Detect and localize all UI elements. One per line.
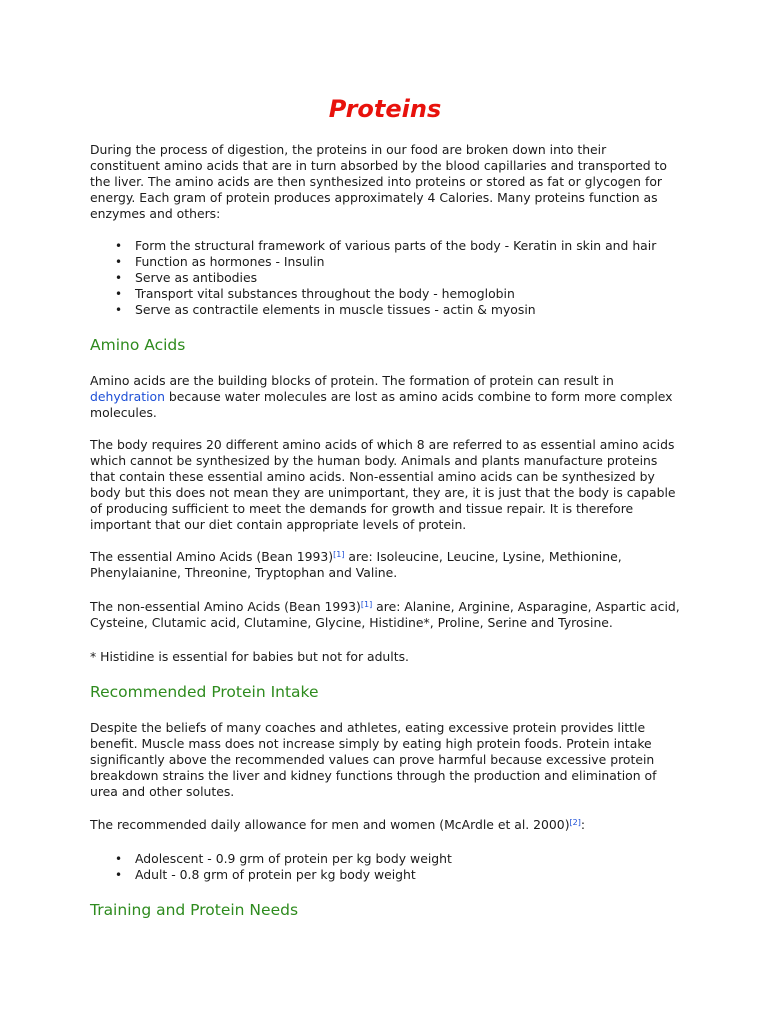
reference-link-1[interactable]: [1] — [360, 600, 373, 609]
page-title: Proteins — [328, 95, 442, 123]
nonessential-text-after: are: Alanine, Arginine, Asparagine, Aspartic acid, Cysteine, Clutamic acid, Clutamine, Glycine, Histidine*, Proline, Serine and Tyrosine. — [90, 599, 680, 630]
reference-link-1[interactable]: [1] — [333, 550, 345, 559]
essential-amino-paragraph — [90, 549, 680, 581]
amino-paragraph-1 — [90, 373, 680, 421]
list-item: • Adult - 0.8 grm of protein per kg body weight — [90, 867, 690, 883]
list-item: • Serve as antibodies — [90, 270, 690, 286]
list-item: • Transport vital substances throughout the body - hemoglobin — [90, 286, 690, 302]
list-item: • Serve as contractile elements in muscle tissues - actin & myosin — [90, 302, 690, 318]
amino-p1-text-after: because water molecules are lost as amino acids combine to form more complex molecules. — [90, 389, 673, 420]
essential-text-before: The essential Amino Acids (Bean 1993) — [90, 549, 334, 564]
histidine-note: * Histidine is essential for babies but not for adults. — [90, 649, 409, 664]
heading-training-protein-needs: Training and Protein Needs — [90, 901, 299, 919]
nonessential-amino-paragraph — [90, 599, 680, 631]
rda-paragraph — [90, 817, 680, 833]
intake-paragraph-1: Despite the beliefs of many coaches and athletes, eating excessive protein provides little benefit. Muscle mass does not increase simply by eating high protein foods. Protein intake significantly above the recommended values can prove harmful because excessive protein breakdown strains the liver and kidney functions through the production and elimination of urea and other solutes. — [90, 720, 657, 799]
dehydration-link[interactable]: dehydration — [90, 389, 165, 404]
list-item: • Function as hormones - Insulin — [90, 254, 690, 270]
rda-list — [90, 851, 690, 883]
rda-text-after: : — [580, 817, 586, 832]
list-item: • Form the structural framework of various parts of the body - Keratin in skin and hair — [90, 238, 690, 254]
protein-functions-list — [90, 238, 690, 318]
nonessential-text-before: The non-essential Amino Acids (Bean 1993) — [90, 599, 361, 614]
heading-amino-acids: Amino Acids — [90, 336, 186, 354]
amino-p1-text-before: Amino acids are the building blocks of protein. The formation of protein can result in — [90, 373, 614, 388]
heading-recommended-intake: Recommended Protein Intake — [90, 683, 319, 701]
intro-paragraph: During the process of digestion, the proteins in our food are broken down into their constituent amino acids that are in turn absorbed by the blood capillaries and transported to the liver. The amino acids are then synthesized into proteins or stored as fat or glycogen for energy. Each gram of protein produces approximately 4 Calories. Many proteins function as enzymes and others: — [90, 142, 667, 221]
amino-paragraph-2: The body requires 20 different amino acids of which 8 are referred to as essential amino acids which cannot be synthesized by the human body. Animals and plants manufacture proteins that contain these essential amino acids. Non-essential amino acids can be synthesized by body but this does not mean they are unimportant, they are, it is just that the body is capable of producing sufficient to meet the demands for growth and tissue repair. It is therefore important that our diet contain appropriate levels of protein. — [90, 437, 676, 532]
essential-text-after: are: Isoleucine, Leucine, Lysine, Methionine, Phenylaianine, Threonine, Tryptophan and Valine. — [90, 549, 622, 580]
reference-link-2[interactable]: [2] — [569, 818, 581, 827]
list-item: • Adolescent - 0.9 grm of protein per kg body weight — [90, 851, 690, 867]
rda-text-before: The recommended daily allowance for men and women (McArdle et al. 2000) — [90, 817, 570, 832]
